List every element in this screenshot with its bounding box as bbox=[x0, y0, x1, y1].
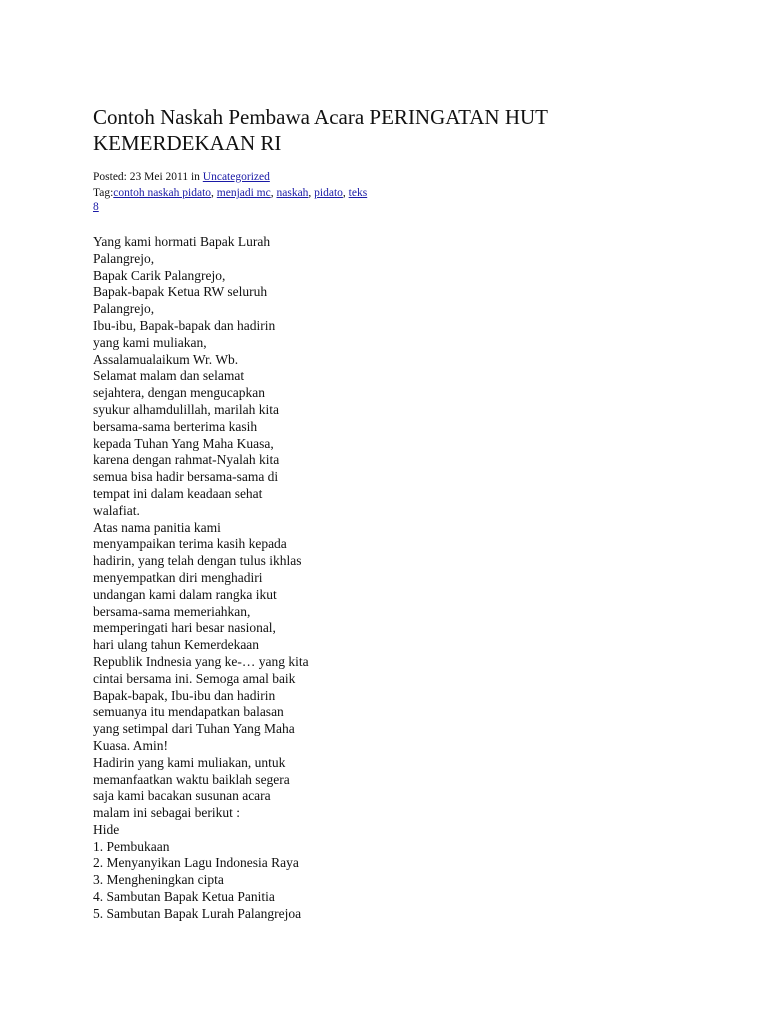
agenda-list bbox=[93, 839, 363, 923]
body-line: Republik Indnesia yang ke-… yang kita bbox=[93, 653, 309, 669]
list-item: 3. Mengheningkan cipta bbox=[93, 872, 224, 888]
body-line: Selamat malam dan selamat bbox=[93, 368, 245, 384]
body-line: hadirin, yang telah dengan tulus ikhlas bbox=[93, 553, 302, 569]
post-meta bbox=[93, 170, 423, 184]
tag-separator: , bbox=[211, 187, 214, 199]
tag-separator: , bbox=[342, 187, 346, 199]
hide-toggle[interactable]: Hide bbox=[93, 821, 120, 837]
body-line: bersama-sama memeriahkan, bbox=[93, 603, 251, 619]
body-line: Assalamualaikum Wr. Wb. bbox=[93, 351, 239, 367]
body-line: memperingati hari besar nasional, bbox=[93, 620, 276, 636]
list-item: 2. Menyanyikan Lagu Indonesia Raya bbox=[93, 855, 299, 871]
body-line: yang setimpal dari Tuhan Yang Maha bbox=[93, 721, 295, 737]
body-line: Bapak-bapak, Ibu-ibu dan hadirin bbox=[93, 687, 276, 703]
body-line: malam ini sebagai berikut : bbox=[93, 805, 240, 821]
tag-link[interactable]: menjadi mc bbox=[216, 187, 271, 199]
page-title: Contoh Naskah Pembawa Acara PERINGATAN HUT KEMERDEKAAN RI bbox=[93, 105, 548, 155]
body-line: Palangrejo, bbox=[93, 250, 155, 266]
body-line: Ibu-ibu, Bapak-bapak dan hadirin bbox=[93, 317, 276, 333]
body-line: syukur alhamdulillah, marilah kita bbox=[93, 401, 279, 417]
tag-link[interactable]: naskah bbox=[276, 187, 309, 199]
tag-separator: , bbox=[308, 187, 312, 199]
body-line: yang kami muliakan, bbox=[93, 334, 207, 350]
body-line: menyempatkan diri menghadiri bbox=[93, 569, 263, 585]
body-line: Hadirin yang kami muliakan, untuk bbox=[93, 754, 286, 770]
body-line: Yang kami hormati Bapak Lurah bbox=[93, 234, 271, 249]
body-line: Palangrejo, bbox=[93, 301, 155, 317]
list-item: 4. Sambutan Bapak Ketua Panitia bbox=[93, 889, 275, 905]
body-line: cintai bersama ini. Semoga amal baik bbox=[93, 670, 296, 686]
tag-link[interactable]: contoh naskah pidato bbox=[113, 187, 212, 199]
body-line: semuanya itu mendapatkan balasan bbox=[93, 704, 284, 720]
body-line: Bapak-bapak Ketua RW seluruh bbox=[93, 284, 268, 300]
tag-label: Tag: bbox=[93, 187, 114, 199]
body-line: semua bisa hadir bersama-sama di bbox=[93, 469, 279, 485]
body-line: karena dengan rahmat-Nyalah kita bbox=[93, 452, 280, 468]
body-line: hari ulang tahun Kemerdekaan bbox=[93, 637, 260, 653]
category-link[interactable]: Uncategorized bbox=[202, 171, 270, 183]
body-line: walafiat. bbox=[93, 502, 140, 518]
body-line: kepada Tuhan Yang Maha Kuasa, bbox=[93, 435, 274, 451]
body-line: Atas nama panitia kami bbox=[93, 519, 221, 535]
body-line: tempat ini dalam keadaan sehat bbox=[93, 485, 263, 501]
tag-list bbox=[93, 186, 423, 214]
body-line: saja kami bacakan susunan acara bbox=[93, 788, 271, 804]
body-line: memanfaatkan waktu baiklah segera bbox=[93, 771, 290, 787]
body-line: undangan kami dalam rangka ikut bbox=[93, 586, 277, 602]
body-line: sejahtera, dengan mengucapkan bbox=[93, 385, 266, 401]
posted-date: Posted: 23 Mei 2011 in bbox=[93, 171, 200, 183]
body-line: Bapak Carik Palangrejo, bbox=[93, 267, 226, 283]
list-item: 1. Pembukaan bbox=[93, 838, 170, 854]
article-body bbox=[93, 234, 363, 923]
tag-link[interactable]: teks bbox=[348, 187, 368, 199]
body-line: Kuasa. Amin! bbox=[93, 737, 168, 753]
body-line: bersama-sama berterima kasih bbox=[93, 418, 258, 434]
tag-separator: , bbox=[270, 187, 274, 199]
list-item: 5. Sambutan Bapak Lurah Palangrejoa bbox=[93, 905, 302, 921]
body-line: menyampaikan terima kasih kepada bbox=[93, 536, 287, 552]
comments-link[interactable]: 8 bbox=[93, 201, 99, 213]
tag-link[interactable]: pidato bbox=[314, 187, 343, 199]
